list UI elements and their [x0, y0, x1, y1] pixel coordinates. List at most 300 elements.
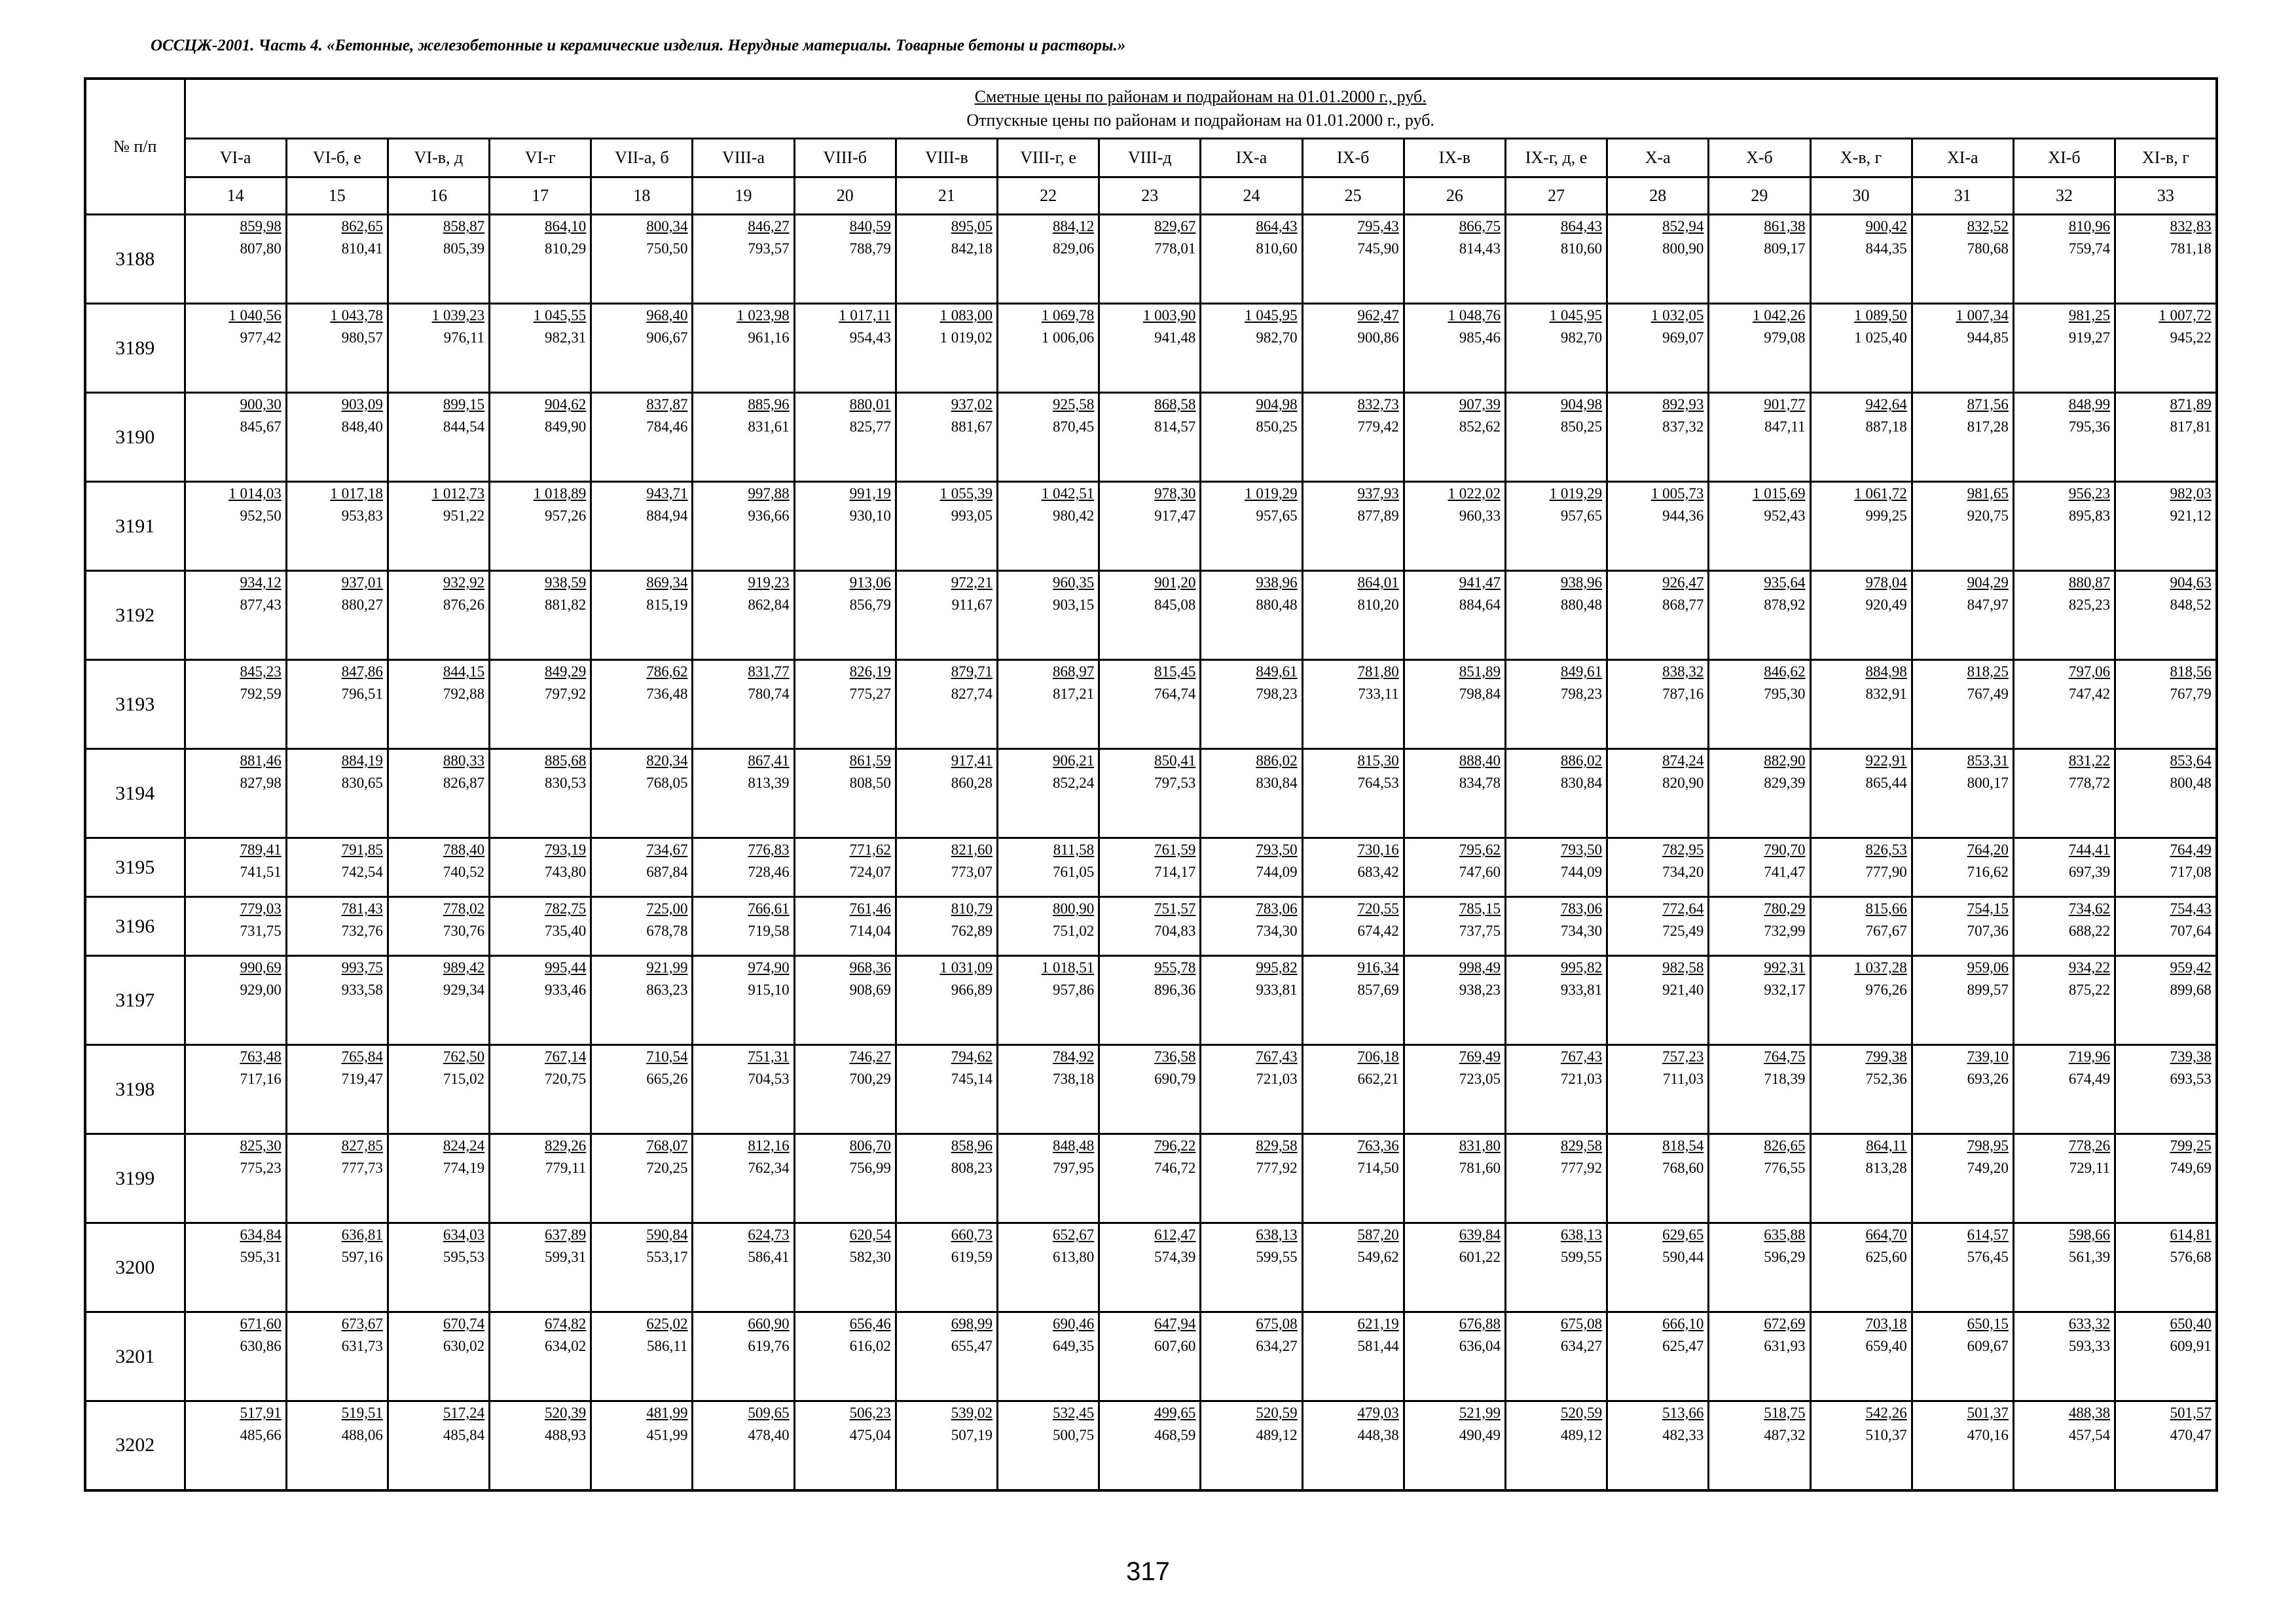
price-cell [896, 1223, 997, 1312]
price-cell [794, 660, 896, 749]
num-header: № п/п [85, 79, 185, 215]
wholesale-price: 634,27 [1560, 1338, 1603, 1354]
estimated-price: 859,98 [240, 218, 282, 234]
estimated-price: 703,18 [1865, 1316, 1907, 1332]
wholesale-price: 590,44 [1662, 1249, 1704, 1265]
price-cell [998, 660, 1099, 749]
wholesale-price: 896,36 [1154, 982, 1196, 998]
price-cell [1099, 482, 1201, 571]
estimated-price: 858,96 [951, 1137, 993, 1154]
estimated-price: 634,84 [240, 1227, 282, 1243]
wholesale-price: 848,52 [2170, 597, 2212, 613]
column-number: 22 [998, 177, 1099, 215]
estimated-price: 846,62 [1764, 663, 1806, 680]
price-cell [2115, 1045, 2217, 1134]
price-cell [1302, 215, 1404, 304]
wholesale-price: 719,58 [748, 923, 790, 939]
wholesale-price: 601,22 [1459, 1249, 1501, 1265]
wholesale-price: 730,76 [443, 923, 485, 939]
estimated-price: 937,01 [341, 574, 383, 591]
title-wholesale-prices: Отпускные цены по районам и подрайонам на 01.01.2000 г., руб. [966, 111, 1434, 130]
price-cell [490, 749, 591, 838]
wholesale-price: 797,95 [1052, 1160, 1095, 1176]
wholesale-price: 596,29 [1764, 1249, 1806, 1265]
wholesale-price: 776,55 [1764, 1160, 1806, 1176]
estimated-price: 849,29 [545, 663, 587, 680]
wholesale-price: 746,72 [1154, 1160, 1196, 1176]
estimated-price: 634,03 [443, 1227, 485, 1243]
estimated-price: 982,58 [1662, 959, 1704, 976]
price-cell [1505, 660, 1607, 749]
price-cell [2013, 956, 2115, 1045]
price-cell [896, 956, 997, 1045]
wholesale-price: 714,04 [849, 923, 891, 939]
estimated-price: 874,24 [1662, 752, 1704, 769]
wholesale-price: 831,61 [748, 418, 790, 435]
wholesale-price: 478,40 [748, 1427, 790, 1443]
price-cell [1201, 1045, 1302, 1134]
estimated-price: 827,85 [341, 1137, 383, 1154]
price-cell [1607, 749, 1709, 838]
wholesale-price: 953,83 [341, 507, 383, 524]
estimated-price: 904,63 [2170, 574, 2212, 591]
wholesale-price: 969,07 [1662, 329, 1704, 346]
price-cell [1302, 1223, 1404, 1312]
estimated-price: 995,82 [1256, 959, 1298, 976]
price-cell [1505, 482, 1607, 571]
price-cell [1912, 956, 2013, 1045]
price-cell [2013, 1312, 2115, 1401]
estimated-price: 907,39 [1459, 396, 1501, 413]
price-cell [1302, 393, 1404, 482]
estimated-price: 620,54 [849, 1227, 891, 1243]
estimated-price: 612,47 [1154, 1227, 1196, 1243]
wholesale-price: 625,47 [1662, 1338, 1704, 1354]
estimated-price: 621,19 [1357, 1316, 1399, 1332]
estimated-price: 831,77 [748, 663, 790, 680]
price-cell [388, 1401, 489, 1490]
wholesale-price: 704,53 [748, 1071, 790, 1087]
wholesale-price: 665,26 [646, 1071, 688, 1087]
wholesale-price: 768,60 [1662, 1160, 1704, 1176]
price-cell [1302, 660, 1404, 749]
price-cell [591, 749, 693, 838]
wholesale-price: 829,39 [1764, 775, 1806, 791]
estimated-price: 825,30 [240, 1137, 282, 1154]
wholesale-price: 961,16 [748, 329, 790, 346]
estimated-price: 710,54 [646, 1048, 688, 1065]
price-cell [185, 1045, 286, 1134]
price-cell [490, 1312, 591, 1401]
estimated-price: 864,01 [1357, 574, 1399, 591]
wholesale-price: 693,53 [2170, 1071, 2212, 1087]
column-number: 19 [693, 177, 794, 215]
region-header: IX-г, д, е [1505, 139, 1607, 177]
wholesale-price: 845,67 [240, 418, 282, 435]
estimated-price: 754,15 [1967, 900, 2009, 917]
wholesale-price: 762,34 [748, 1160, 790, 1176]
wholesale-price: 792,59 [240, 686, 282, 702]
wholesale-price: 957,65 [1560, 507, 1603, 524]
wholesale-price: 837,32 [1662, 418, 1704, 435]
estimated-price: 956,23 [2068, 485, 2111, 502]
estimated-price: 769,49 [1459, 1048, 1501, 1065]
price-cell [1201, 897, 1302, 956]
wholesale-price: 980,42 [1052, 507, 1095, 524]
wholesale-price: 999,25 [1865, 507, 1907, 524]
estimated-price: 739,38 [2170, 1048, 2212, 1065]
price-cell [185, 1312, 286, 1401]
column-number: 14 [185, 177, 286, 215]
estimated-price: 1 048,76 [1448, 307, 1501, 323]
estimated-price: 675,08 [1560, 1316, 1603, 1332]
price-cell [286, 838, 388, 897]
price-cell [1404, 1223, 1505, 1312]
wholesale-price: 574,39 [1154, 1249, 1196, 1265]
price-cell [1810, 660, 1912, 749]
estimated-price: 656,46 [849, 1316, 891, 1332]
wholesale-price: 911,67 [951, 597, 993, 613]
estimated-price: 812,16 [748, 1137, 790, 1154]
estimated-price: 1 045,95 [1549, 307, 1603, 323]
price-cell [1404, 215, 1505, 304]
estimated-price: 781,43 [341, 900, 383, 917]
wholesale-price: 674,49 [2068, 1071, 2111, 1087]
wholesale-price: 880,48 [1256, 597, 1298, 613]
price-cell [1607, 393, 1709, 482]
wholesale-price: 693,26 [1967, 1071, 2009, 1087]
price-cell [591, 897, 693, 956]
wholesale-price: 976,26 [1865, 982, 1907, 998]
column-number: 20 [794, 177, 896, 215]
price-cell [591, 304, 693, 393]
price-cell [185, 571, 286, 660]
estimated-price: 913,06 [849, 574, 891, 591]
estimated-price: 937,02 [951, 396, 993, 413]
estimated-price: 1 039,23 [431, 307, 485, 323]
estimated-price: 818,54 [1662, 1137, 1704, 1154]
wholesale-price: 649,35 [1052, 1338, 1095, 1354]
estimated-price: 660,73 [951, 1227, 993, 1243]
estimated-price: 725,00 [646, 900, 688, 917]
table-row [85, 571, 2217, 660]
estimated-price: 886,02 [1560, 752, 1603, 769]
price-cell [693, 304, 794, 393]
wholesale-price: 490,49 [1459, 1427, 1501, 1443]
wholesale-price: 899,68 [2170, 982, 2212, 998]
estimated-price: 992,31 [1764, 959, 1806, 976]
estimated-price: 636,81 [341, 1227, 383, 1243]
price-cell [388, 393, 489, 482]
wholesale-price: 721,03 [1256, 1071, 1298, 1087]
wholesale-price: 595,53 [443, 1249, 485, 1265]
estimated-price: 637,89 [545, 1227, 587, 1243]
price-cell [693, 1045, 794, 1134]
wholesale-price: 725,49 [1662, 923, 1704, 939]
column-number: 25 [1302, 177, 1404, 215]
price-cell [693, 956, 794, 1045]
price-cell [185, 956, 286, 1045]
estimated-price: 925,58 [1052, 396, 1095, 413]
wholesale-price: 808,50 [849, 775, 891, 791]
estimated-price: 1 017,18 [330, 485, 383, 502]
price-cell [693, 897, 794, 956]
price-cell [693, 571, 794, 660]
price-cell [1302, 1134, 1404, 1223]
column-number: 23 [1099, 177, 1201, 215]
estimated-price: 520,39 [545, 1405, 587, 1421]
wholesale-price: 813,28 [1865, 1160, 1907, 1176]
wholesale-price: 808,23 [951, 1160, 993, 1176]
region-header: XI-а [1912, 139, 2013, 177]
price-cell [896, 393, 997, 482]
row-number: 3198 [85, 1045, 185, 1134]
estimated-price: 767,43 [1256, 1048, 1298, 1065]
estimated-price: 989,42 [443, 959, 485, 976]
estimated-price: 1 019,29 [1549, 485, 1603, 502]
price-cell [1505, 749, 1607, 838]
wholesale-price: 659,40 [1865, 1338, 1907, 1354]
estimated-price: 935,64 [1764, 574, 1806, 591]
wholesale-price: 777,92 [1560, 1160, 1603, 1176]
row-number: 3195 [85, 838, 185, 897]
price-cell [1810, 304, 1912, 393]
region-header: X-б [1709, 139, 1810, 177]
wholesale-price: 960,33 [1459, 507, 1501, 524]
price-cell [896, 1045, 997, 1134]
wholesale-price: 920,49 [1865, 597, 1907, 613]
estimated-price: 818,56 [2170, 663, 2212, 680]
wholesale-price: 966,89 [951, 982, 993, 998]
wholesale-price: 933,81 [1256, 982, 1298, 998]
estimated-price: 904,98 [1256, 396, 1298, 413]
wholesale-price: 810,29 [545, 240, 587, 257]
estimated-price: 840,59 [849, 218, 891, 234]
row-number: 3191 [85, 482, 185, 571]
wholesale-price: 470,47 [2170, 1427, 2212, 1443]
price-cell [2115, 571, 2217, 660]
wholesale-price: 884,94 [646, 507, 688, 524]
wholesale-price: 707,64 [2170, 923, 2212, 939]
region-header: VII-а, б [591, 139, 693, 177]
wholesale-price: 738,18 [1052, 1071, 1095, 1087]
region-header: VI-в, д [388, 139, 489, 177]
estimated-price: 1 018,89 [533, 485, 587, 502]
estimated-price: 1 022,02 [1448, 485, 1501, 502]
wholesale-price: 751,02 [1052, 923, 1095, 939]
estimated-price: 793,19 [545, 841, 587, 858]
estimated-price: 981,25 [2068, 307, 2111, 323]
estimated-price: 895,05 [951, 218, 993, 234]
estimated-price: 886,02 [1256, 752, 1298, 769]
estimated-price: 796,22 [1154, 1137, 1196, 1154]
price-cell [1302, 1401, 1404, 1490]
price-cell [286, 304, 388, 393]
price-cell [1201, 956, 1302, 1045]
estimated-price: 880,87 [2068, 574, 2111, 591]
estimated-price: 734,62 [2068, 900, 2111, 917]
estimated-price: 864,43 [1560, 218, 1603, 234]
price-cell [1404, 749, 1505, 838]
estimated-price: 815,30 [1357, 752, 1399, 769]
estimated-price: 672,69 [1764, 1316, 1806, 1332]
estimated-price: 904,98 [1560, 396, 1603, 413]
wholesale-price: 1 006,06 [1041, 329, 1095, 346]
price-cell [1810, 1312, 1912, 1401]
price-cell [1709, 482, 1810, 571]
region-header: XI-б [2013, 139, 2115, 177]
estimated-price: 674,82 [545, 1316, 587, 1332]
estimated-price: 831,80 [1459, 1137, 1501, 1154]
wholesale-price: 775,27 [849, 686, 891, 702]
table-row [85, 482, 2217, 571]
estimated-price: 826,19 [849, 663, 891, 680]
column-number: 33 [2115, 177, 2217, 215]
wholesale-price: 798,84 [1459, 686, 1501, 702]
price-cell [794, 571, 896, 660]
price-cell [1709, 1045, 1810, 1134]
wholesale-price: 470,16 [1967, 1427, 2009, 1443]
estimated-price: 968,36 [849, 959, 891, 976]
price-cell [2013, 1401, 2115, 1490]
wholesale-price: 830,84 [1560, 775, 1603, 791]
estimated-price: 1 007,72 [2159, 307, 2212, 323]
wholesale-price: 774,19 [443, 1160, 485, 1176]
price-cell [1607, 956, 1709, 1045]
price-cell [1099, 1401, 1201, 1490]
estimated-price: 633,32 [2068, 1316, 2111, 1332]
wholesale-price: 792,88 [443, 686, 485, 702]
price-cell [1607, 304, 1709, 393]
estimated-price: 664,70 [1865, 1227, 1907, 1243]
price-cell [388, 838, 489, 897]
table-row [85, 897, 2217, 956]
price-cell [388, 482, 489, 571]
price-cell [490, 304, 591, 393]
price-cell [1404, 1045, 1505, 1134]
price-cell [388, 304, 489, 393]
column-number: 26 [1404, 177, 1505, 215]
estimated-price: 850,41 [1154, 752, 1196, 769]
estimated-price: 926,47 [1662, 574, 1704, 591]
wholesale-price: 800,17 [1967, 775, 2009, 791]
wholesale-price: 777,90 [1865, 864, 1907, 880]
wholesale-price: 599,31 [545, 1249, 587, 1265]
wholesale-price: 788,79 [849, 240, 891, 257]
column-number: 21 [896, 177, 997, 215]
estimated-price: 938,96 [1256, 574, 1298, 591]
price-cell [1201, 1401, 1302, 1490]
wholesale-price: 714,17 [1154, 864, 1196, 880]
region-header: IX-в [1404, 139, 1505, 177]
price-cell [1404, 1401, 1505, 1490]
wholesale-price: 593,33 [2068, 1338, 2111, 1354]
estimated-price: 698,99 [951, 1316, 993, 1332]
estimated-price: 520,59 [1256, 1405, 1298, 1421]
price-cell [1810, 1223, 1912, 1312]
estimated-price: 829,26 [545, 1137, 587, 1154]
estimated-price: 884,12 [1052, 218, 1095, 234]
price-cell [286, 571, 388, 660]
price-cell [1404, 482, 1505, 571]
price-cell [896, 571, 997, 660]
estimated-price: 864,10 [545, 218, 587, 234]
wholesale-price: 707,36 [1967, 923, 2009, 939]
price-cell [998, 897, 1099, 956]
wholesale-price: 762,89 [951, 923, 993, 939]
estimated-price: 1 015,69 [1753, 485, 1806, 502]
wholesale-price: 899,57 [1967, 982, 2009, 998]
estimated-price: 867,41 [748, 752, 790, 769]
wholesale-price: 842,18 [951, 240, 993, 257]
estimated-price: 848,48 [1052, 1137, 1095, 1154]
price-cell [1505, 897, 1607, 956]
estimated-price: 832,52 [1967, 218, 2009, 234]
wholesale-price: 752,36 [1865, 1071, 1907, 1087]
wholesale-price: 721,03 [1560, 1071, 1603, 1087]
wholesale-price: 863,23 [646, 982, 688, 998]
wholesale-price: 850,25 [1256, 418, 1298, 435]
estimated-price: 798,95 [1967, 1137, 2009, 1154]
wholesale-price: 921,12 [2170, 507, 2212, 524]
wholesale-price: 982,31 [545, 329, 587, 346]
price-cell [1099, 1223, 1201, 1312]
price-cell [1099, 215, 1201, 304]
price-cell [1709, 660, 1810, 749]
estimated-price: 990,69 [240, 959, 282, 976]
wholesale-price: 857,69 [1357, 982, 1399, 998]
price-cell [388, 956, 489, 1045]
wholesale-price: 740,52 [443, 864, 485, 880]
price-cell [1302, 482, 1404, 571]
wholesale-price: 616,02 [849, 1338, 891, 1354]
wholesale-price: 607,60 [1154, 1338, 1196, 1354]
price-cell [1099, 660, 1201, 749]
price-cell [1810, 897, 1912, 956]
price-cell [896, 660, 997, 749]
price-cell [998, 1134, 1099, 1223]
wholesale-price: 993,05 [951, 507, 993, 524]
row-number: 3196 [85, 897, 185, 956]
price-cell [1912, 1045, 2013, 1134]
wholesale-price: 700,29 [849, 1071, 891, 1087]
price-cell [1912, 304, 2013, 393]
estimated-price: 734,67 [646, 841, 688, 858]
wholesale-price: 954,43 [849, 329, 891, 346]
estimated-price: 826,53 [1865, 841, 1907, 858]
price-cell [794, 304, 896, 393]
estimated-price: 1 014,03 [228, 485, 282, 502]
price-cell [1201, 838, 1302, 897]
price-cell [896, 838, 997, 897]
estimated-price: 848,99 [2068, 396, 2111, 413]
estimated-price: 768,07 [646, 1137, 688, 1154]
price-cell [1099, 1045, 1201, 1134]
price-cell [1607, 1312, 1709, 1401]
column-number-row [85, 177, 2217, 215]
estimated-price: 997,88 [748, 485, 790, 502]
price-cell [1607, 1401, 1709, 1490]
estimated-price: 941,47 [1459, 574, 1501, 591]
wholesale-price: 777,73 [341, 1160, 383, 1176]
wholesale-price: 741,51 [240, 864, 282, 880]
estimated-price: 921,99 [646, 959, 688, 976]
wholesale-price: 749,20 [1967, 1160, 2009, 1176]
estimated-price: 810,96 [2068, 218, 2111, 234]
column-number: 31 [1912, 177, 2013, 215]
price-cell [1912, 749, 2013, 838]
table-row [85, 838, 2217, 897]
